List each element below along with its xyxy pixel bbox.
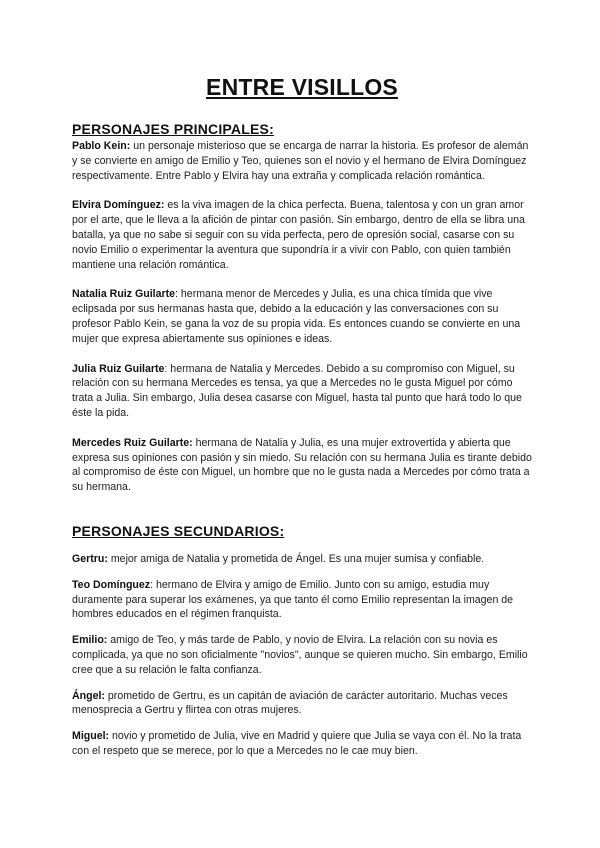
character-description: amigo de Teo, y más tarde de Pablo, y novio de Elvira. La relación con su novia es complicada, ya que no son oficialmente "novios", aunque se quieren mucho. Sin embargo, Emilio cree que a su relación le falta confianza. bbox=[72, 634, 528, 676]
character-name: Miguel: bbox=[72, 730, 110, 743]
character-list-principales bbox=[72, 139, 532, 495]
section-heading-principales: PERSONAJES PRINCIPALES: bbox=[72, 121, 274, 137]
character-description: un personaje misterioso que se encarga de narrar la historia. Es profesor de alemán y se convierte en amigo de Emilio y Teo, quienes son el novio y el hermano de Elvira Domínguez respectivamente. Entre Pablo y Elvira hay una extraña y complicada relación romántica. bbox=[72, 140, 529, 182]
character-entry-natalia-ruiz-guilarte bbox=[72, 287, 532, 346]
character-entry-julia-ruiz-guilarte bbox=[72, 362, 532, 421]
character-entry-mercedes-ruiz-guilarte bbox=[72, 436, 532, 495]
character-name: Julia Ruiz Guilarte bbox=[72, 362, 165, 375]
character-name: Emilio: bbox=[72, 634, 108, 647]
character-name: Elvira Domínguez: bbox=[72, 199, 165, 212]
character-list-secundarios bbox=[72, 552, 532, 759]
character-description: prometido de Gertru, es un capitán de aviación de carácter autoritario. Muchas veces menosprecia a Gertru y flirtea con otras mujeres. bbox=[72, 689, 508, 717]
character-description: : hermana menor de Mercedes y Julia, es una chica tímida que vive eclipsada por sus hermanas hasta que, debido a la educación y las conversaciones con su profesor Pablo Kein, se gana la voz de su propia vida. Es entonces cuando se convierte en una mujer que expresa abiertamente sus opiniones e ideas. bbox=[72, 288, 521, 345]
character-entry-angel bbox=[72, 689, 532, 719]
character-name: Pablo Kein: bbox=[72, 140, 131, 152]
character-description: es la viva imagen de la chica perfecta. Buena, talentosa y con un gran amor por el arte, que le lleva a la afición de pintar con pasión. Sin embargo, dentro de ella se libra una batalla, ya que no sabe si seguir con su vida perfecta, pero de opresión social, casarse con su novio Emilio o experimentar la aventura que supondría ir a vivir con Pablo, con quien también mantiene una relación romántica. bbox=[72, 199, 525, 271]
character-name: Natalia Ruiz Guilarte bbox=[72, 288, 176, 301]
character-entry-gertru bbox=[72, 552, 532, 567]
character-name: Ángel: bbox=[72, 689, 105, 702]
character-name: Teo Domínguez bbox=[72, 578, 151, 591]
character-description: : hermana de Natalia y Mercedes. Debido a su compromiso con Miguel, su relación con su hermana Mercedes es tensa, ya que a Mercedes no le gusta Miguel por cómo trata a Julia. Sin embargo, Julia desea casarse con Miguel, hasta tal punto que hará todo lo que éste la pida. bbox=[72, 362, 522, 419]
section-heading-secundarios: PERSONAJES SECUNDARIOS: bbox=[72, 522, 285, 539]
character-name: Gertru: bbox=[72, 552, 108, 565]
character-description: mejor amiga de Natalia y prometida de Ángel. Es una mujer sumisa y confiable. bbox=[107, 552, 485, 565]
document-page bbox=[72, 72, 532, 759]
character-entry-pablo-kein bbox=[72, 139, 532, 183]
character-entry-miguel bbox=[72, 729, 532, 759]
character-entry-teo-dominguez bbox=[72, 578, 532, 622]
document-title: ENTRE VISILLOS bbox=[206, 74, 398, 100]
character-entry-emilio bbox=[72, 633, 532, 677]
character-description: : hermano de Elvira y amigo de Emilio. Junto con su amigo, estudia muy duramente para superar los exámenes, ya que tanto él como Emilio representan la imagen de hombres educados en el régimen franquista. bbox=[72, 578, 514, 621]
character-description: novio y prometido de Julia, vive en Madrid y quiere que Julia se vaya con él. No la trata con el respeto que se merece, por lo que a Mercedes no le cae muy bien. bbox=[72, 730, 522, 757]
character-entry-elvira-dominguez bbox=[72, 198, 532, 272]
character-description: hermana de Natalia y Julia, es una mujer extrovertida y abierta que expresa sus opiniones con pasión y sin miedo. Su relación con su hermana Julia es tirante debido al compromiso de éste con Miguel, un hombre que no le gusta nada a Mercedes por cómo trata a su hermana. bbox=[72, 436, 532, 494]
character-name: Mercedes Ruiz Guilarte: bbox=[72, 436, 193, 449]
